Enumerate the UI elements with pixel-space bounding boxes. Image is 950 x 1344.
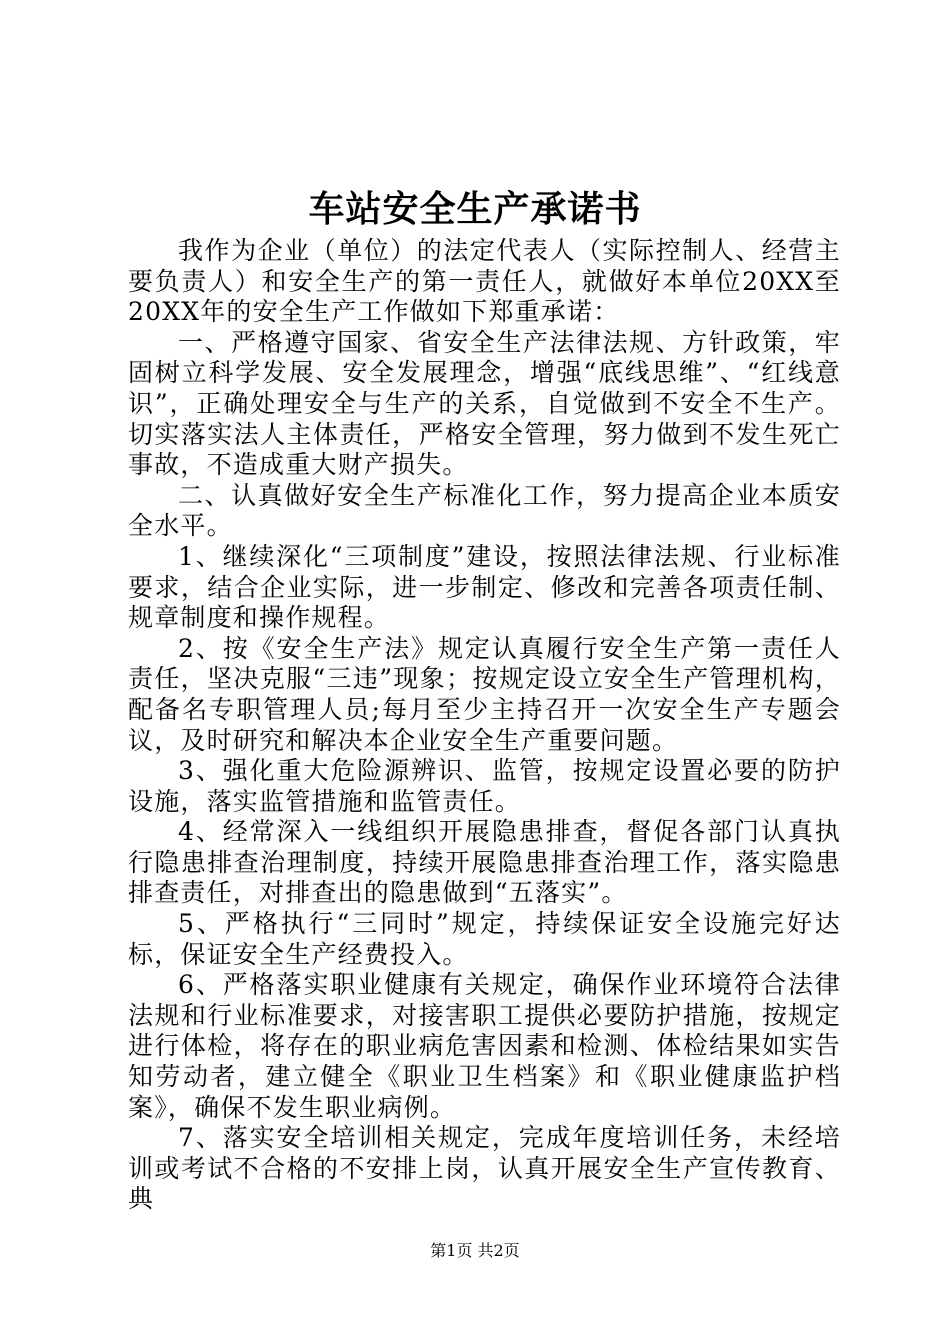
- document-body: [128, 236, 841, 1215]
- paragraph-sub-5: 5、严格执行“三同时”规定，持续保证安全设施完好达标，保证安全生产经费投入。: [128, 909, 841, 969]
- paragraph-item-two: 二、认真做好安全生产标准化工作，努力提高企业本质安全水平。: [128, 480, 841, 541]
- document-title: 车站安全生产承诺书: [308, 188, 642, 230]
- paragraph-item-one: 一、严格遵守国家、省安全生产法律法规、方针政策，牢固树立科学发展、安全发展理念，增强“底线思维”、“红线意识”，正确处理安全与生产的关系，自觉做到不安全不生产。切实落实法人主体责任，严格安全管理，努力做到不发生死亡事故，不造成重大财产损失。: [128, 327, 841, 480]
- paragraph-sub-7: 7、落实安全培训相关规定，完成年度培训任务，未经培训或考试不合格的不安排上岗，认真开展安全生产宣传教育、典: [128, 1123, 841, 1214]
- page-number-footer: 第1页 共2页: [430, 1241, 520, 1260]
- paragraph-sub-6: 6、严格落实职业健康有关规定，确保作业环境符合法律法规和行业标准要求，对接害职工提供必要防护措施，按规定进行体检，将存在的职业病危害因素和检测、体检结果如实告知劳动者，建立健全《职业卫生档案》和《职业健康监护档案》，确保不发生职业病例。: [128, 970, 841, 1122]
- paragraph-sub-4: 4、经常深入一线组织开展隐患排查，督促各部门认真执行隐患排查治理制度，持续开展隐患排查治理工作，落实隐患排查责任，对排查出的隐患做到“五落实”。: [128, 817, 841, 908]
- paragraph-intro: 我作为企业（单位）的法定代表人（实际控制人、经营主要负责人）和安全生产的第一责任人，就做好本单位20XX至20XX年的安全生产工作做如下郑重承诺：: [128, 236, 841, 327]
- paragraph-sub-2: 2、按《安全生产法》规定认真履行安全生产第一责任人责任，坚决克服“三违”现象；按规定设立安全生产管理机构，配备名专职管理人员;每月至少主持召开一次安全生产专题会议，及时研究和解决本企业安全生产重要问题。: [128, 633, 841, 755]
- paragraph-sub-3: 3、强化重大危险源辨识、监管，按规定设置必要的防护设施，落实监管措施和监管责任。: [128, 756, 841, 816]
- paragraph-sub-1: 1、继续深化“三项制度”建设，按照法律法规、行业标准要求，结合企业实际，进一步制定、修改和完善各项责任制、规章制度和操作规程。: [128, 541, 841, 633]
